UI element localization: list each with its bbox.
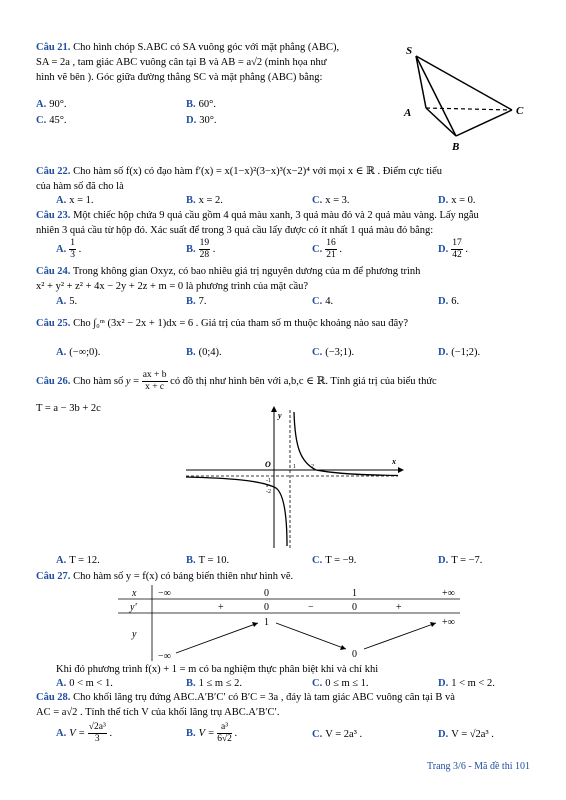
table-x-0: −∞ [158, 588, 171, 599]
table-x-label: x [132, 588, 137, 599]
question-26: Câu 26. Cho hàm số y = $\frac{ax + b}{x + c}$ có đồ thị như hình bên với a,b,c ∈ ℝ. Tính giá trị của biểu thức T = a − 3b + 2c [36, 370, 536, 416]
table-x-1: 0 [264, 588, 269, 599]
table-y-2: 0 [352, 649, 357, 660]
q24-option-a[interactable]: A. 5. [56, 296, 78, 307]
table-yp-0: + [218, 602, 224, 613]
graph-tick-neg1: -1 [266, 478, 271, 484]
q23-option-c[interactable]: C. $\frac{16}{21}$ . [312, 238, 342, 260]
graph-tick-2: 2 [311, 464, 314, 470]
pyramid-figure [398, 40, 538, 152]
question-23 [36, 208, 536, 238]
q21-option-d[interactable]: D. 30°. [186, 115, 217, 126]
q28-line1: Cho khối lăng trụ đứng ABC.A′B′C′ có B′C = 3a , đáy là tam giác ABC vuông cân tại B và [73, 692, 455, 703]
table-yp-label: y' [130, 602, 137, 613]
q21-line2: SA = 2a , tam giác ABC vuông cân tại B và AB = a√2 (minh họa như [36, 57, 327, 68]
label-c: C [516, 105, 524, 117]
q21-line3: hình vẽ bên ). Góc giữa đường thẳng SC và mặt phẳng (ABC) bằng: [36, 72, 323, 83]
q28-label: Câu 28. [36, 692, 71, 703]
q26-func-num: ax + b [142, 370, 167, 380]
q22-option-d[interactable]: D. x = 0. [438, 195, 476, 206]
q27-option-c[interactable]: C. 0 ≤ m ≤ 1. [312, 678, 369, 689]
question-25 [36, 316, 536, 331]
q24-option-c[interactable]: C. 4. [312, 296, 334, 307]
graph-tick-neg2: -2 [266, 489, 271, 495]
q24-option-d[interactable]: D. 6. [438, 296, 460, 307]
table-yp-1: 0 [264, 602, 269, 613]
q23-line2: nhiên 3 quả cầu từ hộp đó. Xác suất để trong 3 quả cầu lấy được có ít nhất 1 quả màu đỏ bằng: [36, 225, 434, 236]
q21-line1: Cho hình chóp S.ABC có SA vuông góc với mặt phẳng (ABC), [73, 42, 340, 53]
graph-tick-1: 1 [293, 464, 296, 470]
q24-option-b[interactable]: B. 7. [186, 296, 207, 307]
q26-label: Câu 26. [36, 375, 71, 387]
question-28 [36, 690, 536, 720]
q26-option-b[interactable]: B. T = 10. [186, 555, 230, 566]
label-a: A [404, 107, 412, 119]
q23-line1: Một chiếc hộp chứa 9 quả cầu gồm 4 quả màu xanh, 3 quả màu đỏ và 2 quả màu vàng. Lấy ngẫu [73, 210, 479, 221]
q24-label: Câu 24. [36, 266, 71, 277]
q22-line1: Cho hàm số f(x) có đạo hàm f′(x) = x(1−x)²(3−x)³(x−2)⁴ với mọi x ∈ ℝ . Điểm cực tiểu [73, 166, 443, 177]
q21-label: Câu 21. [36, 42, 71, 53]
q22-option-a[interactable]: A. x = 1. [56, 195, 94, 206]
q26-line1a: Cho hàm số [73, 375, 124, 387]
q28-option-d[interactable]: D. V = √2a³ . [438, 729, 494, 740]
q25-option-b[interactable]: B. (0;4). [186, 347, 222, 358]
q22-label: Câu 22. [36, 166, 71, 177]
q26-line1b: có đồ thị như hình bên với a,b,c ∈ ℝ. Tính giá trị của biểu thức [170, 375, 437, 387]
q28-option-b[interactable]: B. V = $\frac{\text{a³}}{6√2}$ . [186, 722, 238, 744]
q26-option-a[interactable]: A. T = 12. [56, 555, 100, 566]
q21-option-b[interactable]: B. 60°. [186, 99, 216, 110]
table-x-2: 1 [352, 588, 357, 599]
table-y-3: +∞ [442, 617, 455, 628]
question-27 [36, 569, 536, 584]
q28-option-c[interactable]: C. V = 2a³ . [312, 729, 363, 740]
table-yp-2: − [308, 602, 314, 613]
graph-x-label: x [392, 457, 396, 466]
q27-label: Câu 27. [36, 571, 71, 582]
q24-line1: Trong không gian Oxyz, có bao nhiêu giá trị nguyên dương của m để phương trình [72, 266, 421, 277]
variation-table [118, 585, 460, 661]
label-s: S [406, 45, 413, 57]
q25-label: Câu 25. [36, 318, 71, 329]
q26-line2: T = a − 3b + 2c [36, 403, 101, 414]
q24-line2: x² + y² + z² + 4x − 2y + 2z + m = 0 là phương trình của mặt cầu? [36, 281, 309, 292]
q23-option-b[interactable]: B. $\frac{19}{28}$ . [186, 238, 216, 260]
q25-option-c[interactable]: C. (−3;1). [312, 347, 355, 358]
q25-option-d[interactable]: D. (−1;2). [438, 347, 481, 358]
q25-text: Cho ∫₀ᵐ (3x² − 2x + 1)dx = 6 . Giá trị của tham số m thuộc khoảng nào sau đây? [73, 318, 409, 329]
hyperbola-graph [186, 406, 406, 548]
table-yp-3: 0 [352, 602, 357, 613]
question-21 [36, 40, 396, 85]
q26-option-d[interactable]: D. T = −7. [438, 555, 483, 566]
q27-line2: Khi đó phương trình f(x) + 1 = m có ba nghiệm thực phân biệt khi và chỉ khi [56, 664, 379, 675]
q25-option-a[interactable]: A. (−∞;0). [56, 347, 101, 358]
q22-option-b[interactable]: B. x = 2. [186, 195, 223, 206]
q22-line2: của hàm số đã cho là [36, 181, 124, 192]
q21-option-c[interactable]: C. 45°. [36, 115, 67, 126]
q27-option-b[interactable]: B. 1 ≤ m ≤ 2. [186, 678, 242, 689]
page-footer: Trang 3/6 - Mã đề thi 101 [427, 761, 530, 772]
table-y-0: −∞ [158, 651, 171, 661]
question-22 [36, 164, 536, 194]
q21-option-a[interactable]: A. 90°. [36, 99, 67, 110]
q27-option-a[interactable]: A. 0 < m < 1. [56, 678, 113, 689]
q26-option-c[interactable]: C. T = −9. [312, 555, 357, 566]
q23-option-a[interactable]: A. $\frac{1}{3}$ . [56, 238, 82, 260]
table-y-1: 1 [264, 617, 269, 628]
label-b: B [452, 141, 460, 152]
graph-origin-label: O [265, 460, 271, 469]
q27-line1: Cho hàm số y = f(x) có bảng biến thiên như hình vẽ. [73, 571, 294, 582]
graph-y-label: y [278, 411, 282, 420]
question-24 [36, 264, 536, 294]
q23-option-d[interactable]: D. $\frac{17}{42}$ . [438, 238, 468, 260]
q26-func-den: x + c [145, 382, 165, 392]
q28-option-a[interactable]: A. V = $\frac{\text{√2a³}}{3}$ . [56, 722, 113, 744]
q28-line2: AC = a√2 . Tính thể tích V của khối lăng trụ ABC.A′B′C′. [36, 707, 280, 718]
table-y-label: y [132, 629, 137, 640]
q22-option-c[interactable]: C. x = 3. [312, 195, 350, 206]
table-x-3: +∞ [442, 588, 455, 599]
table-yp-4: + [396, 602, 402, 613]
q27-option-d[interactable]: D. 1 < m < 2. [438, 678, 495, 689]
q23-label: Câu 23. [36, 210, 71, 221]
